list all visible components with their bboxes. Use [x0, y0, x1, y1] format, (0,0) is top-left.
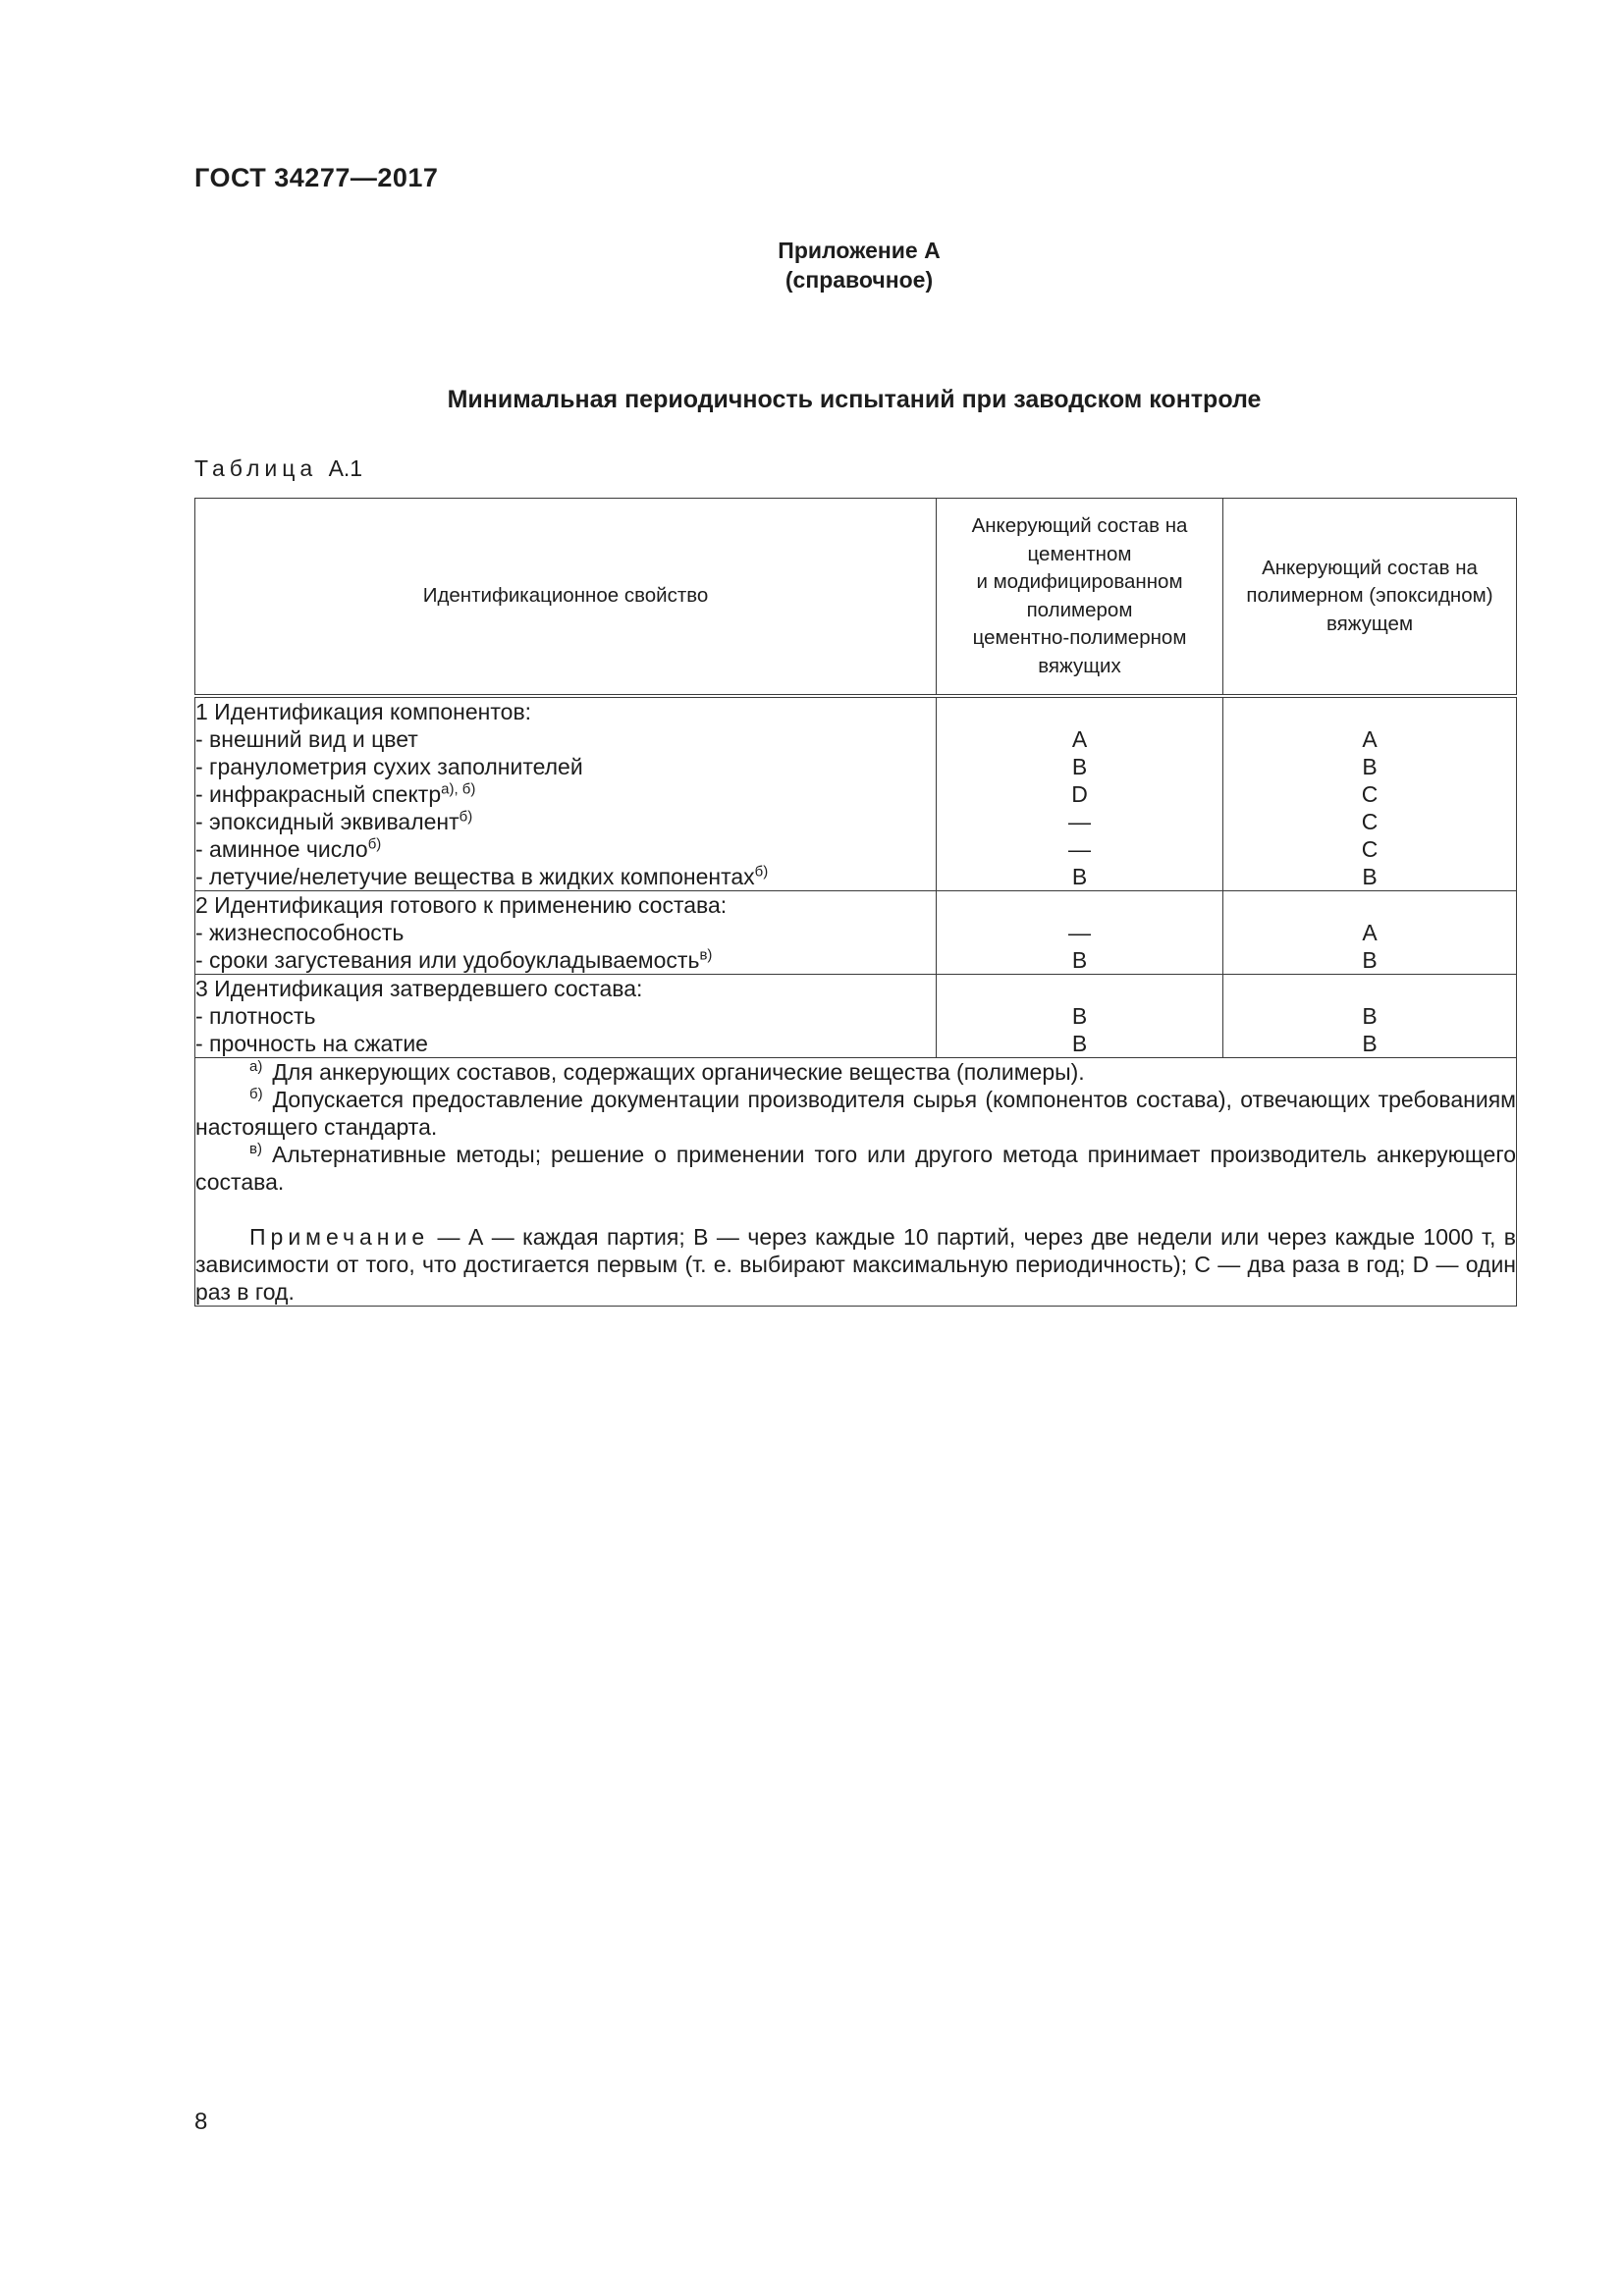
appendix-title: Приложение А: [778, 238, 941, 263]
group-title: 2 Идентификация готового к применению состава:: [195, 892, 728, 918]
note-label: Примечание: [249, 1224, 430, 1250]
table-note: [195, 1223, 1516, 1306]
property-row: - прочность на сжатие: [195, 1031, 428, 1056]
polymer-value: А: [1362, 726, 1378, 752]
document-code: ГОСТ 34277—2017: [194, 163, 439, 192]
cement-value: В: [1071, 864, 1088, 889]
footnote-text: Для анкерующих составов, содержащих органические вещества (полимеры).: [272, 1059, 1085, 1085]
header-cement-line: цементно-полимерном: [972, 626, 1187, 649]
group-polymer-values: [1223, 975, 1517, 1058]
group-polymer-values: [1223, 696, 1517, 891]
group-polymer-values: [1223, 891, 1517, 975]
header-polymer: [1223, 499, 1517, 697]
property-row: - жизнеспособность: [195, 920, 405, 945]
polymer-value: С: [1361, 836, 1379, 862]
cement-value: —: [1068, 836, 1091, 862]
polymer-value: В: [1362, 947, 1378, 973]
polymer-value: С: [1361, 781, 1379, 807]
cement-value: В: [1071, 947, 1088, 973]
group-cement-values: [937, 975, 1223, 1058]
cement-value: В: [1071, 1003, 1088, 1029]
header-polymer-line: полимерном (эпоксидном): [1246, 584, 1493, 608]
property-row: - гранулометрия сухих заполнителей: [195, 754, 583, 779]
header-cement-line: Анкерующий состав на: [971, 514, 1188, 537]
property-row: - аминное число$^{б)}$: [195, 835, 382, 862]
table-group-components: [195, 696, 1517, 891]
footnote-ref: в): [699, 946, 713, 964]
footnote: [195, 1086, 1516, 1141]
group-properties: [195, 891, 937, 975]
footnote-ref: б): [367, 835, 382, 853]
header-cement: [937, 499, 1223, 697]
cement-value: В: [1071, 754, 1088, 779]
group-properties: [195, 696, 937, 891]
table-notes: [195, 1058, 1517, 1307]
header-cement-line: цементном: [1027, 542, 1132, 565]
table-caption: [194, 455, 362, 482]
table-group-ready-mix: [195, 891, 1517, 975]
group-cement-values: [937, 696, 1223, 891]
footnote-ref: б): [459, 808, 473, 826]
polymer-value: В: [1362, 754, 1378, 779]
cement-value: —: [1068, 809, 1091, 834]
header-cement-line: и модифицированном: [976, 570, 1183, 593]
footnote-ref: б): [754, 863, 769, 881]
property-row: - внешний вид и цвет: [195, 726, 418, 752]
group-title: 3 Идентификация затвердевшего состава:: [195, 976, 643, 1001]
footnote-ref: а), б): [441, 780, 476, 798]
table-caption-label: Таблица: [194, 455, 318, 481]
main-title: Минимальная периодичность испытаний при заводском контроле: [447, 386, 1262, 413]
footnote: [195, 1141, 1516, 1196]
polymer-value: В: [1362, 1031, 1378, 1056]
group-cement-values: [937, 891, 1223, 975]
frequency-table: [194, 498, 1517, 1307]
table-notes-row: [195, 1058, 1517, 1307]
footnote-mark: б): [249, 1086, 263, 1103]
table-group-hardened: [195, 975, 1517, 1058]
header-polymer-line: Анкерующий состав на: [1262, 556, 1478, 579]
header-cement-line: вяжущих: [1038, 654, 1121, 677]
polymer-value: А: [1362, 920, 1378, 945]
property-row: - сроки загустевания или удобоукладываемость$^{в)}$: [195, 946, 713, 973]
appendix-type: (справочное): [784, 267, 934, 293]
footnote-mark: а): [249, 1058, 263, 1076]
cement-value: —: [1068, 920, 1091, 945]
polymer-value: В: [1362, 1003, 1378, 1029]
footnote: [195, 1058, 1516, 1086]
page-number: 8: [194, 2109, 208, 2135]
header-property: Идентификационное свойство: [195, 499, 937, 697]
cement-value: В: [1071, 1031, 1088, 1056]
cement-value: D: [1071, 781, 1088, 807]
footnote-text: Альтернативные методы; решение о применении того или другого метода принимает производитель анкерующего состава.: [195, 1142, 1516, 1195]
property-row: - летучие/нелетучие вещества в жидких компонентах$^{б)}$: [195, 863, 769, 889]
header-polymer-line: вяжущем: [1325, 612, 1414, 635]
polymer-value: В: [1362, 864, 1378, 889]
group-title: 1 Идентификация компонентов:: [195, 699, 532, 724]
note-text: — А — каждая партия; В — через каждые 10 партий, через две недели или через каждые 1000 т, в зависимости от того, что достигается первым (т. е. выбирают максимальную периодичность); С — два раза в год; D — один раз в год.: [195, 1224, 1516, 1305]
footnote-text: Допускается предоставление документации производителя сырья (компонентов состава), отвечающих требованиям настоящего стандарта.: [195, 1087, 1516, 1140]
footnote-mark: в): [249, 1141, 262, 1158]
group-properties: [195, 975, 937, 1058]
cement-value: А: [1071, 726, 1088, 752]
polymer-value: С: [1361, 809, 1379, 834]
property-row: - инфракрасный спектр$^{а), б)}$: [195, 780, 476, 807]
property-row: - плотность: [195, 1003, 316, 1029]
table-caption-number: А.1: [328, 455, 363, 481]
table-header-row: [195, 499, 1517, 697]
property-row: - эпоксидный эквивалент$^{б)}$: [195, 808, 473, 834]
header-cement-line: полимером: [1026, 598, 1133, 621]
